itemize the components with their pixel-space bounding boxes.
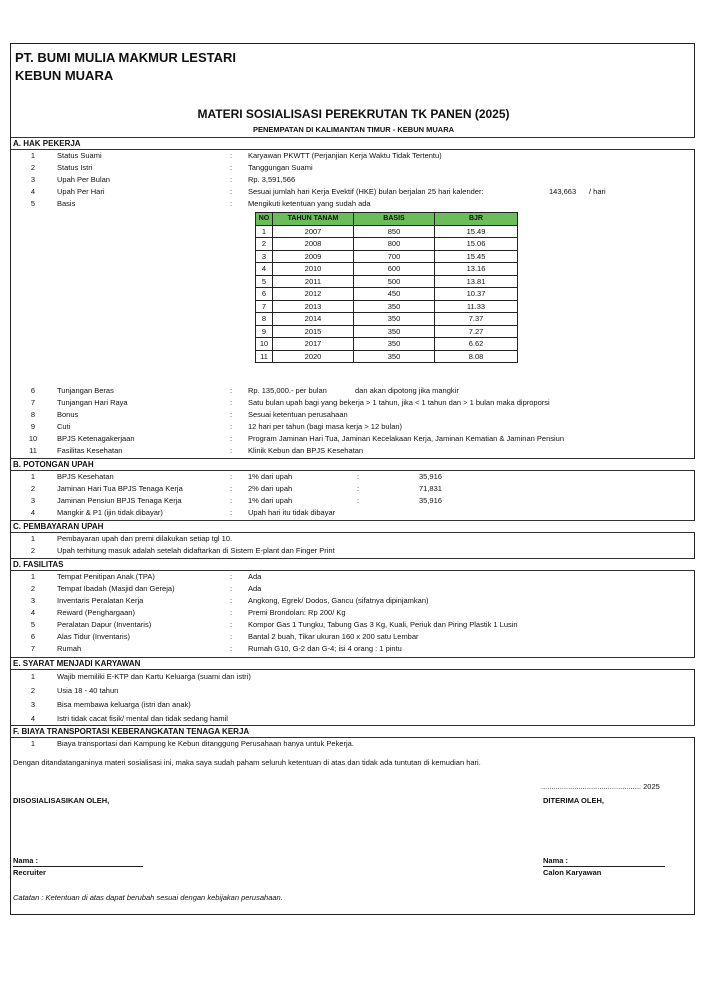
row-label: Mangkir & P1 (ijin tidak dibayar) (57, 508, 163, 517)
potongan-row-4 (11, 507, 693, 519)
row-number: 2 (30, 686, 36, 695)
table-cell: 4 (256, 263, 273, 276)
table-cell: 2020 (273, 350, 354, 363)
table-row (256, 300, 518, 313)
row-number: 6 (30, 632, 36, 641)
right-name-label: Nama : (543, 856, 569, 865)
hak-row-6 (11, 385, 693, 397)
table-cell: 15.45 (435, 250, 518, 263)
table-cell: 7.27 (435, 325, 518, 338)
table-cell: 6 (256, 288, 273, 301)
row-number: 1 (30, 672, 36, 681)
row-number: 3 (30, 175, 36, 184)
row-value: Ada (248, 584, 262, 593)
table-cell: 700 (354, 250, 435, 263)
row-label: Fasilitas Kesehatan (57, 446, 123, 455)
row-value: Tanggungan Suami (248, 163, 313, 172)
deduction-amount: 35,916 (419, 472, 442, 481)
potongan-row-3 (11, 495, 693, 507)
table-cell: 2012 (273, 288, 354, 301)
colon: : (230, 434, 233, 443)
colon: : (230, 620, 233, 629)
row-number: 7 (30, 398, 36, 407)
table-row (256, 325, 518, 338)
row-value: Karyawan PKWTT (Perjanjian Kerja Waktu Tidak Tertentu) (248, 151, 442, 160)
row-number: 1 (30, 572, 36, 581)
table-cell: 350 (354, 350, 435, 363)
row-value: Rp. 3,591,566 (248, 175, 296, 184)
row-number: 2 (30, 484, 36, 493)
row-label: Rumah (57, 644, 82, 653)
row-text: Istri tidak cacat fisik/ mental dan tidak sedang hamil (57, 714, 228, 723)
row-number: 9 (30, 422, 36, 431)
row-label: Tempat Ibadah (Masjid dan Gereja) (57, 584, 175, 593)
row-label: Alas Tidur (Inventaris) (57, 632, 130, 641)
row-value: Kompor Gas 1 Tungku, Tabung Gas 3 Kg, Kuali, Periuk dan Piring Plastik 1 Lusin (248, 620, 518, 629)
table-cell: 2011 (273, 275, 354, 288)
row-text: Usia 18 - 40 tahun (57, 686, 119, 695)
section-syarat-karyawan: E. SYARAT MENJADI KARYAWAN (11, 657, 695, 670)
hak-row-4 (11, 186, 693, 198)
colon: : (230, 187, 233, 196)
section-pembayaran-upah: C. PEMBAYARAN UPAH (11, 520, 695, 533)
table-row (256, 250, 518, 263)
row-number: 1 (30, 472, 36, 481)
colon: : (230, 422, 233, 431)
colon: : (230, 484, 233, 493)
agreement-statement: Dengan ditandatanganinya materi sosialisasi ini, maka saya sudah paham seluruh ketentuan di atas dan tidak ada tuntutan di kemudian hari. (13, 758, 481, 767)
row-number: 1 (30, 534, 36, 543)
row-number: 4 (30, 508, 36, 517)
table-row (256, 225, 518, 238)
hak-row-2 (11, 162, 693, 174)
pembayaran-row-1 (11, 533, 693, 545)
table-row (256, 288, 518, 301)
colon: : (230, 199, 233, 208)
row-number: 1 (30, 739, 36, 748)
colon: : (230, 508, 233, 517)
row-label: Status Suami (57, 151, 102, 160)
row-number: 4 (30, 187, 36, 196)
table-cell: 600 (354, 263, 435, 276)
right-signature-line (543, 866, 665, 867)
row-text: Biaya transportasi dari Kampung ke Kebun ditanggung Perusahaan hanya untuk Pekerja. (57, 739, 354, 748)
left-signature-line (13, 866, 143, 867)
hak-row-8 (11, 409, 693, 421)
colon: : (230, 410, 233, 419)
hak-row-1 (11, 150, 693, 162)
table-cell: 15.06 (435, 238, 518, 251)
colon: : (230, 175, 233, 184)
fasilitas-row-4 (11, 607, 693, 619)
colon: : (230, 446, 233, 455)
table-row (256, 350, 518, 363)
row-label: Upah Per Hari (57, 187, 105, 196)
row-value: Mengikuti ketentuan yang sudah ada (248, 199, 371, 208)
hak-row-11 (11, 445, 693, 457)
row-label: Reward (Penghargaan) (57, 608, 135, 617)
row-value: Bantal 2 buah, Tikar ukuran 160 x 200 satu Lembar (248, 632, 419, 641)
row-value: Satu bulan upah bagi yang bekerja > 1 tahun, jika < 1 tahun dan > 1 bulan maka diproporsi (248, 398, 550, 407)
row-value: Program Jaminan Hari Tua, Jaminan Kecelakaan Kerja, Jaminan Kematian & Jaminan Pensiun (248, 434, 564, 443)
company-unit: KEBUN MUARA (15, 68, 114, 83)
row-value: 1% dari upah (248, 496, 293, 505)
document-subtitle: PENEMPATAN DI KALIMANTAN TIMUR - KEBUN MUARA (252, 125, 455, 134)
row-value: Upah hari itu tidak dibayar (248, 508, 336, 517)
colon: : (357, 472, 360, 481)
row-number: 5 (30, 620, 36, 629)
table-cell: 850 (354, 225, 435, 238)
row-label: BPJS Kesehatan (57, 472, 114, 481)
bjr-header-no: NO (256, 213, 273, 226)
table-cell: 1 (256, 225, 273, 238)
row-number: 2 (30, 584, 36, 593)
row-number: 7 (30, 644, 36, 653)
section-potongan-upah: B. POTONGAN UPAH (11, 458, 695, 471)
potongan-row-1 (11, 471, 693, 483)
pembayaran-row-2 (11, 545, 693, 557)
table-cell: 800 (354, 238, 435, 251)
row-text: Bisa membawa keluarga (istri dan anak) (57, 700, 191, 709)
row-text: Wajib memiliki E-KTP dan Kartu Keluarga (suami dan istri) (57, 672, 251, 681)
row-number: 3 (30, 700, 36, 709)
table-cell: 11 (256, 350, 273, 363)
left-signature-title: DISOSIALISASIKAN OLEH, (13, 796, 110, 805)
row-label: Bonus (57, 410, 79, 419)
colon: : (357, 496, 360, 505)
bjr-table (255, 212, 518, 363)
row-value: Rp. 135,000.- per bulan (248, 386, 327, 395)
row-number: 8 (30, 410, 36, 419)
bjr-header-bjr: BJR (435, 213, 518, 226)
right-signature-role: Calon Karyawan (543, 868, 602, 877)
table-cell: 9 (256, 325, 273, 338)
colon: : (230, 472, 233, 481)
daily-wage-amount: 143,663 (549, 187, 577, 196)
fasilitas-row-2 (11, 583, 693, 595)
hak-row-5 (11, 198, 693, 210)
colon: : (230, 632, 233, 641)
table-cell: 500 (354, 275, 435, 288)
row-number: 5 (30, 199, 36, 208)
row-value: Angkong, Egrek/ Dodos, Gancu (sifatnya dipinjamkan) (248, 596, 429, 605)
document-page (10, 43, 695, 915)
hak-row-3 (11, 174, 693, 186)
row-label: Basis (57, 199, 76, 208)
table-cell: 2017 (273, 338, 354, 351)
row-number: 4 (30, 714, 36, 723)
syarat-row-1 (11, 671, 693, 683)
row-value: Klinik Kebun dan BPJS Kesehatan (248, 446, 364, 455)
colon: : (230, 386, 233, 395)
row-label: Tunjangan Beras (57, 386, 114, 395)
hak-row-9 (11, 421, 693, 433)
daily-wage-unit: / hari (589, 187, 606, 196)
row-number: 10 (28, 434, 38, 443)
colon: : (230, 584, 233, 593)
section-biaya-transportasi: F. BIAYA TRANSPORTASI KEBERANGKATAN TENAGA KERJA (11, 725, 695, 738)
fasilitas-row-3 (11, 595, 693, 607)
row-number: 2 (30, 163, 36, 172)
fasilitas-row-7 (11, 643, 693, 655)
row-number: 2 (30, 546, 36, 555)
table-cell: 7.37 (435, 313, 518, 326)
table-cell: 450 (354, 288, 435, 301)
colon: : (230, 596, 233, 605)
table-cell: 10.37 (435, 288, 518, 301)
hak-row-10 (11, 433, 693, 445)
table-cell: 350 (354, 300, 435, 313)
row-number: 1 (30, 151, 36, 160)
section-fasilitas: D. FASILITAS (11, 558, 695, 571)
table-cell: 350 (354, 338, 435, 351)
table-cell: 8 (256, 313, 273, 326)
table-cell: 13.81 (435, 275, 518, 288)
row-text: Upah terhitung masuk adalah setelah didaftarkan di Sistem E-plant dan Finger Print (57, 546, 335, 555)
row-number: 6 (30, 386, 36, 395)
syarat-row-4 (11, 713, 693, 725)
row-label: Jaminan Pensiun BPJS Tenaga Kerja (57, 496, 182, 505)
table-cell: 2013 (273, 300, 354, 313)
row-value: 1% dari upah (248, 472, 293, 481)
syarat-row-2 (11, 685, 693, 697)
hak-row-7 (11, 397, 693, 409)
table-cell: 11.33 (435, 300, 518, 313)
table-row (256, 275, 518, 288)
table-cell: 10 (256, 338, 273, 351)
table-cell: 2007 (273, 225, 354, 238)
table-cell: 8.08 (435, 350, 518, 363)
table-row (256, 238, 518, 251)
table-row (256, 338, 518, 351)
row-number: 11 (29, 446, 37, 455)
row-value: Sesuai ketentuan perusahaan (248, 410, 348, 419)
document-title: MATERI SOSIALISASI PEREKRUTAN TK PANEN (2025) (197, 107, 510, 121)
row-label: Inventaris Peralatan Kerja (57, 596, 144, 605)
footnote: Catatan : Ketentuan di atas dapat berubah sesuai dengan kebijakan perusahaan. (13, 893, 283, 902)
row-value: 2% dari upah (248, 484, 293, 493)
section-hak-pekerja: A. HAK PEKERJA (11, 137, 695, 150)
table-cell: 15.49 (435, 225, 518, 238)
bjr-header-row (256, 213, 518, 226)
row-value: Premi Brondolan: Rp 200/ Kg (248, 608, 346, 617)
table-row (256, 313, 518, 326)
fasilitas-row-5 (11, 619, 693, 631)
transport-row-1 (11, 738, 693, 750)
colon: : (230, 496, 233, 505)
row-number: 3 (30, 496, 36, 505)
table-cell: 350 (354, 313, 435, 326)
table-cell: 2 (256, 238, 273, 251)
row-label: Tunjangan Hari Raya (57, 398, 128, 407)
syarat-row-3 (11, 699, 693, 711)
row-label: Peralatan Dapur (Inventaris) (57, 620, 152, 629)
table-cell: 6.62 (435, 338, 518, 351)
left-name-label: Nama : (13, 856, 39, 865)
deduction-amount: 71,831 (419, 484, 442, 493)
fasilitas-row-1 (11, 571, 693, 583)
left-signature-role: Recruiter (13, 868, 46, 877)
table-cell: 2009 (273, 250, 354, 263)
table-cell: 2014 (273, 313, 354, 326)
row-number: 4 (30, 608, 36, 617)
signature-date: ................................................ 2025 (541, 782, 660, 791)
row-label: BPJS Ketenagakerjaan (57, 434, 135, 443)
row-value: Sesuai jumlah hari Kerja Evektif (HKE) bulan berjalan 25 hari kalender: (248, 187, 484, 196)
row-label: Cuti (57, 422, 71, 431)
table-cell: 7 (256, 300, 273, 313)
row-number: 3 (30, 596, 36, 605)
row-label: Tempat Penitipan Anak (TPA) (57, 572, 155, 581)
row-value-note: dan akan dipotong jika mangkir (355, 386, 459, 395)
fasilitas-row-6 (11, 631, 693, 643)
table-cell: 2010 (273, 263, 354, 276)
table-cell: 2008 (273, 238, 354, 251)
colon: : (230, 151, 233, 160)
colon: : (357, 484, 360, 493)
row-label: Upah Per Bulan (57, 175, 110, 184)
deduction-amount: 35,916 (419, 496, 442, 505)
table-cell: 3 (256, 250, 273, 263)
row-text: Pembayaran upah dan premi dilakukan setiap tgl 10. (57, 534, 233, 543)
table-cell: 350 (354, 325, 435, 338)
colon: : (230, 572, 233, 581)
colon: : (230, 398, 233, 407)
right-signature-title: DITERIMA OLEH, (543, 796, 604, 805)
table-cell: 13.16 (435, 263, 518, 276)
potongan-row-2 (11, 483, 693, 495)
company-name: PT. BUMI MULIA MAKMUR LESTARI (15, 50, 236, 65)
colon: : (230, 644, 233, 653)
row-value: 12 hari per tahun (bagi masa kerja > 12 bulan) (248, 422, 403, 431)
colon: : (230, 163, 233, 172)
bjr-header-tahun: TAHUN TANAM (273, 213, 354, 226)
table-cell: 5 (256, 275, 273, 288)
bjr-header-basis: BASIS (354, 213, 435, 226)
table-row (256, 263, 518, 276)
row-label: Status Istri (57, 163, 93, 172)
row-label: Jaminan Hari Tua BPJS Tenaga Kerja (57, 484, 183, 493)
colon: : (230, 608, 233, 617)
row-value: Rumah G10, G-2 dan G-4; isi 4 orang : 1 pintu (248, 644, 402, 653)
table-cell: 2015 (273, 325, 354, 338)
row-value: Ada (248, 572, 262, 581)
